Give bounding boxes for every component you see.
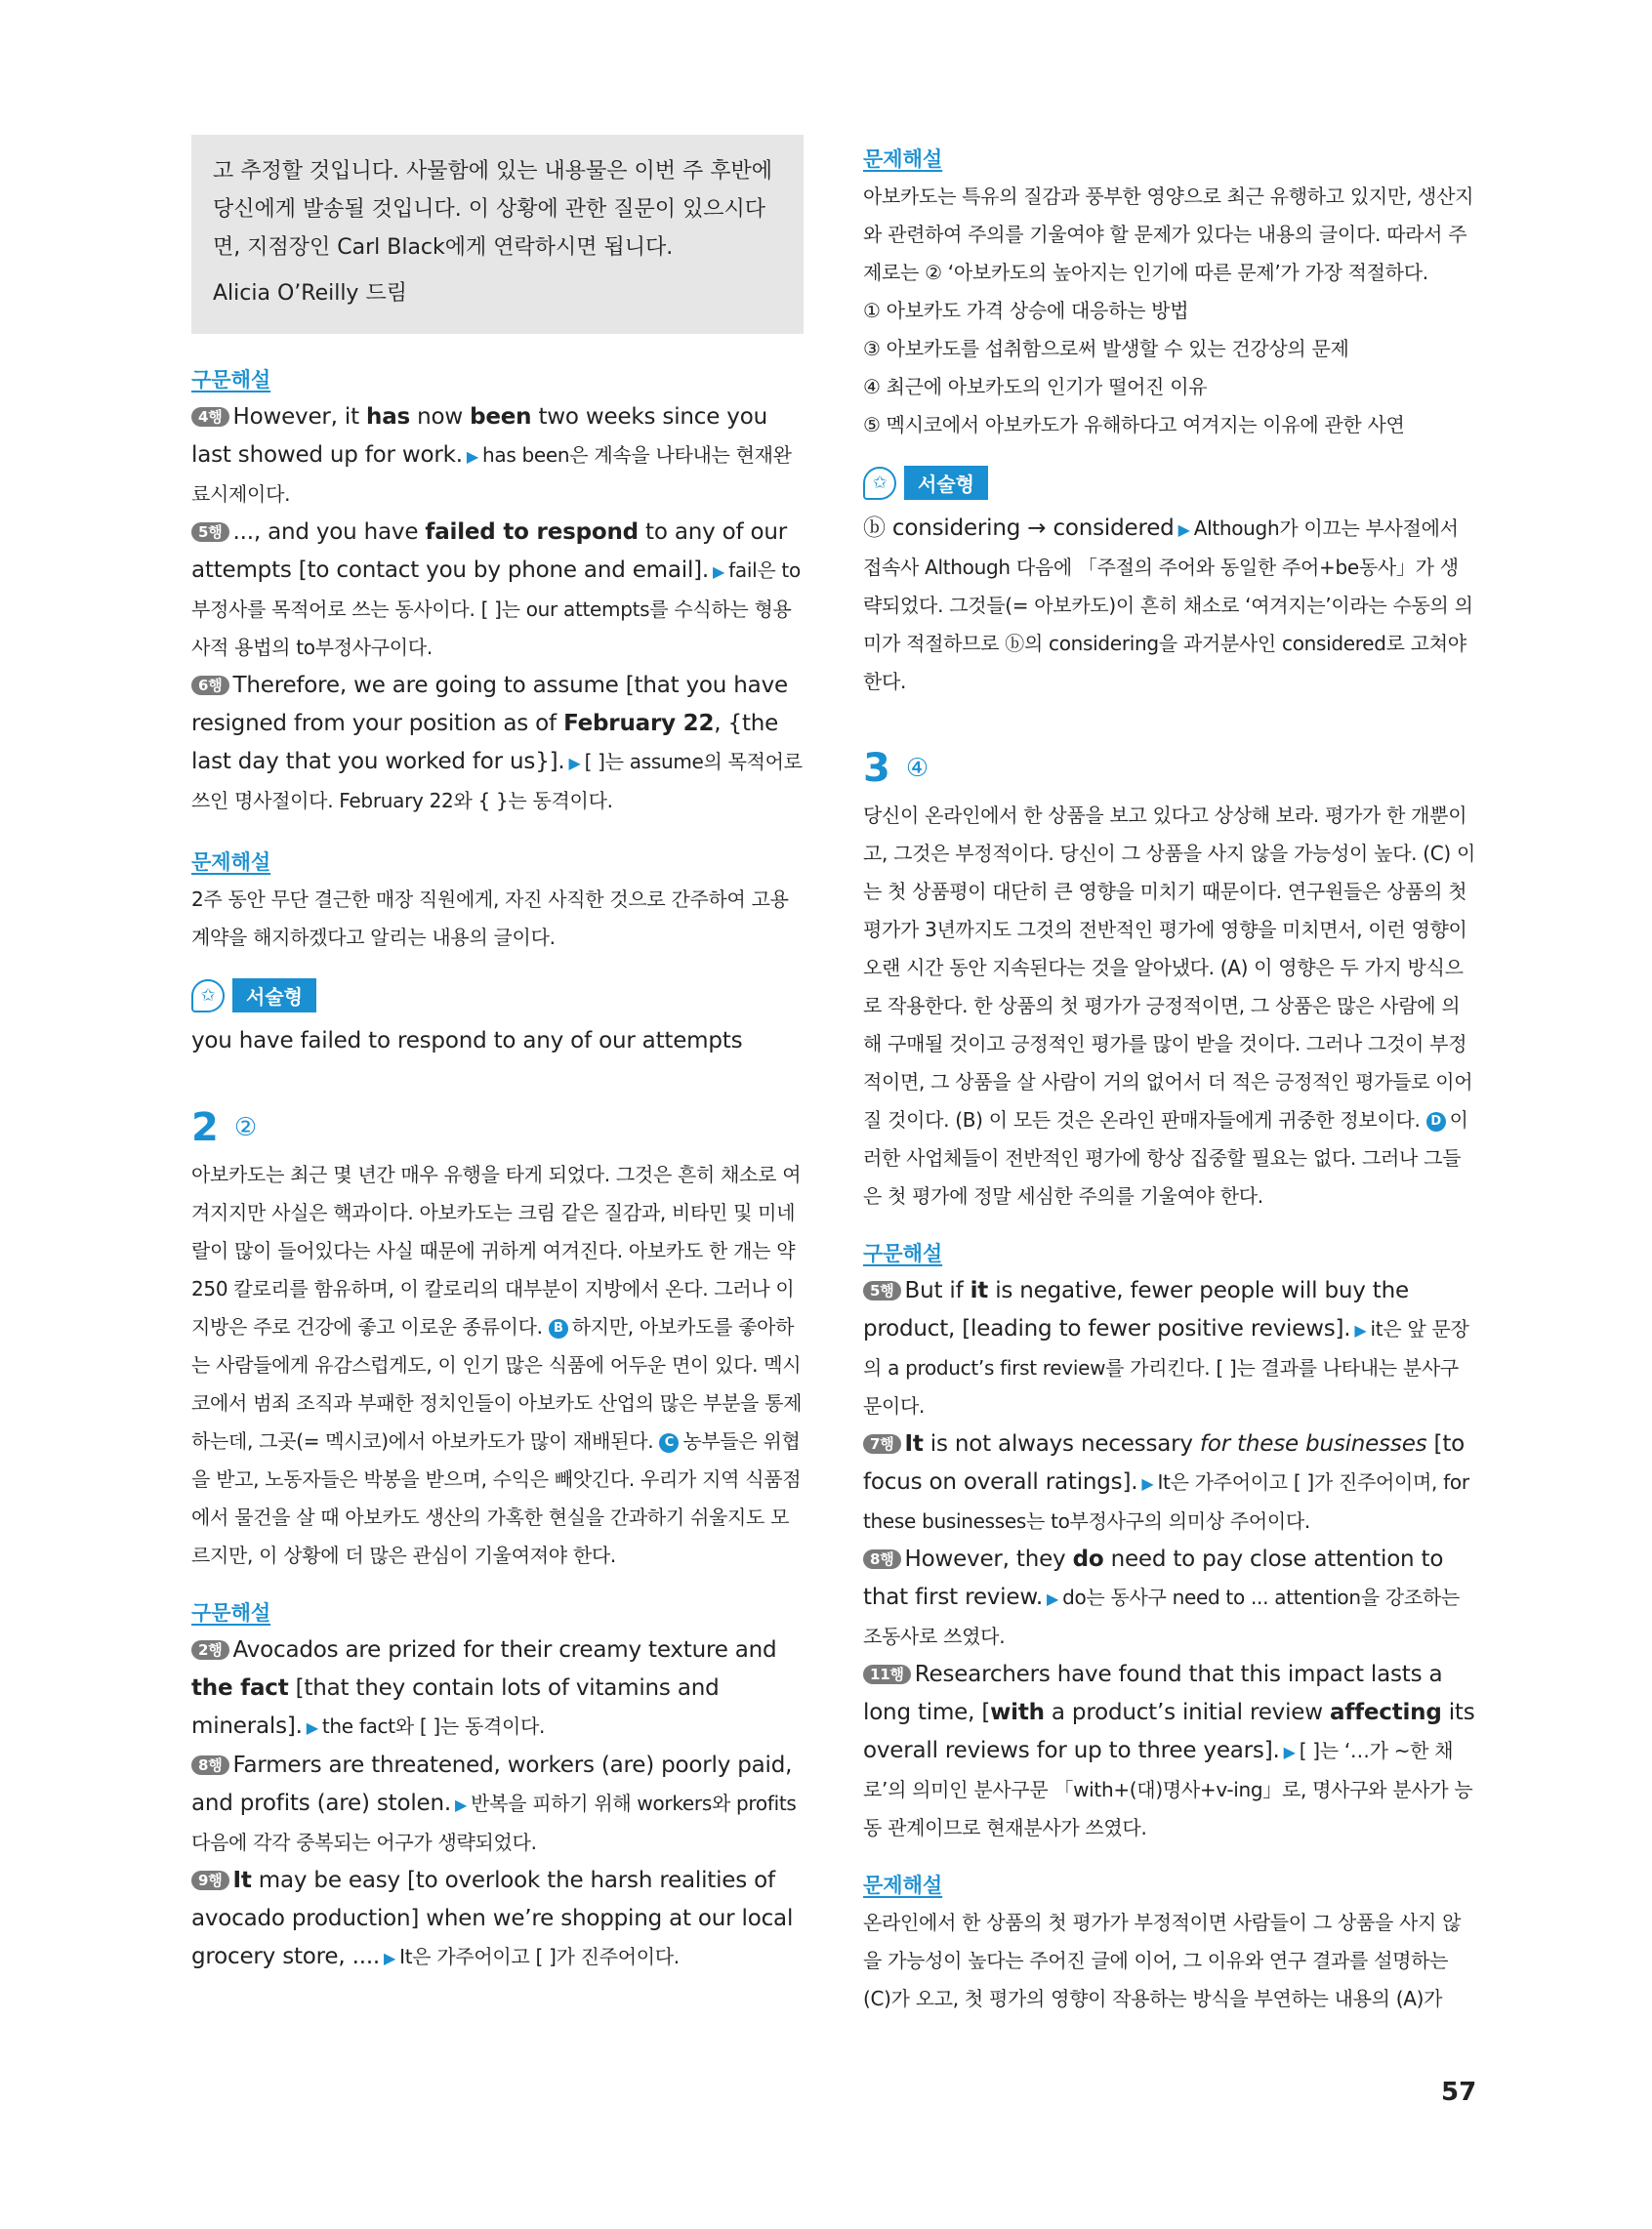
arrow-icon: ▶ — [384, 1949, 396, 1967]
arrow-icon: ▶ — [1283, 1743, 1296, 1761]
syntax-line-6: 6행 Therefore, we are going to assume [that you have resigned from your position as of February 22, {the last day that you worked for us}]. ▶ [ ]는 assume의 목적어로 쓰인 명사절이다. February 22와 { }는 동격이다. — [191, 673, 803, 812]
arrow-icon: ▶ — [306, 1718, 318, 1737]
solution-label: 문제해설 — [863, 147, 943, 171]
line-tag: 7행 — [863, 1434, 901, 1454]
arrow-icon: ▶ — [1177, 520, 1190, 539]
essay-label: 서술형 — [232, 978, 316, 1012]
line-tag: 9행 — [191, 1871, 229, 1890]
letter-signature: Alicia O’Reilly 드림 — [213, 281, 407, 306]
arrow-icon: ▶ — [1354, 1321, 1367, 1340]
line-tag: 6행 — [191, 676, 229, 695]
essay-answer: ⓑ considering → considered ▶ Although가 이끄는 부사절에서 접속사 Although 다음에 「주절의 주어와 동일한 주어+be동사」가 생략되었다. 그것들(= 아보카도)이 흔히 채소로 ‘여겨지는’이라는 수동의 의미가 적절하므로 ⓑ의 considering을 과거분사인 considered로 고쳐야 한다. — [863, 516, 1473, 693]
question-answer: ④ — [905, 754, 929, 783]
arrow-icon: ▶ — [713, 562, 725, 581]
marker-b-icon: B — [549, 1319, 568, 1339]
question-number: 2 — [191, 1105, 219, 1150]
syntax-line-7: 7행 It is not always necessary for these businesses [to focus on overall ratings]. ▶ It은 가주어이고 [ ]가 진주어이며, for these businesses는 to부정사구의 의미상 주어이다. — [863, 1431, 1469, 1533]
syntax-line-2: 2행 Avocados are prized for their creamy texture and the fact [that they contain lots of vitamins and minerals]. ▶ the fact와 [ ]는 동격이다. — [191, 1637, 777, 1739]
solution-text: 아보카도는 특유의 질감과 풍부한 영양으로 최근 유행하고 있지만, 생산지와 관련하여 주의를 기울여야 할 문제가 있다는 내용의 글이다. 따라서 주제로는 ② ‘아보카도의 높아지는 인기에 따른 문제’가 가장 적절하다. — [863, 185, 1474, 284]
arrow-icon: ▶ — [454, 1796, 468, 1814]
syntax-line-5: 5행 But if it is negative, fewer people will buy the product, [leading to fewer positive reviews]. ▶ it은 앞 문장의 a product’s first review를 가리킨다. [ ]는 결과를 나타내는 분사구문이다. — [863, 1278, 1469, 1418]
star-badge-icon: ✩ — [191, 979, 225, 1012]
syntax-line-9: 9행 It may be easy [to overlook the harsh realities of avocado production] when we’re shopping at our local grocery store, .... ▶ It은 가주어이고 [ ]가 진주어이다. — [191, 1868, 794, 1969]
question-2-translation: 아보카도는 최근 몇 년간 매우 유행을 타게 되었다. 그것은 흔히 채소로 여겨지지만 사실은 핵과이다. 아보카도는 크림 같은 질감과, 비타민 및 미네랄이 많이 들어있다는 사실 때문에 귀하게 여겨진다. 아보카도 한 개는 약 250 칼로리를 함유하며, 이 칼로리의 대부분이 지방에서 온다. 그러나 이 지방은 주로 건강에 좋고 이로운 종류이다. B 하지만, 아보카도를 좋아하는 사람들에게 유감스럽게도, 이 인기 많은 식품에 어두운 면이 있다. 멕시코에서 범죄 조직과 부패한 정치인들이 아보카도 산업의 많은 부분을 통제하는데, 그곳(= 멕시코)에서 아보카도가 많이 재배된다. C 농부들은 위협을 받고, 노동자들은 박봉을 받으며, 수익은 빼앗긴다. 우리가 지역 식품점에서 물건을 살 때 아보카도 생산의 가혹한 현실을 간과하기 쉬울지도 모르지만, 이 상황에 더 많은 관심이 기울여져야 한다. — [191, 1163, 803, 1567]
question-answer: ② — [233, 1113, 258, 1142]
syntax-line-4: 4행 However, it has now been two weeks since you last showed up for work. ▶ has been은 계속을 나타내는 현재완료시제이다. — [191, 404, 792, 506]
left-column — [191, 135, 804, 1977]
essay-header — [863, 466, 1475, 500]
syntax-line-11: 11행 Researchers have found that this impact lasts a long time, [with a product’s initial review affecting its overall reviews for up to three years]. ▶ [ ]는 ‘…가 ~한 채로’의 의미인 분사구문 「with+(대)명사+v-ing」로, 명사구와 분사가 능동 관계이므로 현재분사가 쓰였다. — [863, 1662, 1475, 1839]
option-3: ③ 아보카도를 섭취함으로써 발생할 수 있는 건강상의 문제 — [863, 337, 1349, 360]
arrow-icon: ▶ — [568, 754, 581, 772]
syntax-label: 구문해설 — [191, 368, 271, 392]
line-tag: 11행 — [863, 1665, 911, 1684]
syntax-label: 구문해설 — [863, 1242, 943, 1265]
line-tag: 5행 — [191, 522, 229, 542]
solution-text: 온라인에서 한 상품의 첫 평가가 부정적이면 사람들이 그 상품을 사지 않을 가능성이 높다는 주어진 글에 이어, 그 이유와 연구 결과를 설명하는 (C)가 오고, 첫 평가의 영향이 작용하는 방식을 부연하는 내용의 (A)가 — [863, 1911, 1462, 2010]
question-3-header — [863, 746, 1475, 791]
option-5: ⑤ 멕시코에서 아보카도가 유해하다고 여겨지는 이유에 관한 사연 — [863, 413, 1405, 436]
essay-label: 서술형 — [904, 466, 988, 500]
syntax-line-5: 5행 ..., and you have failed to respond to any of our attempts [to contact you by phone and email]. ▶ fail은 to부정사를 목적어로 쓰는 동사이다. [ ]는 our attempts를 수식하는 형용사적 용법의 to부정사구이다. — [191, 519, 801, 659]
line-tag: 4행 — [191, 407, 229, 427]
question-2-header — [191, 1105, 804, 1150]
option-4: ④ 최근에 아보카도의 인기가 떨어진 이유 — [863, 375, 1208, 398]
option-1: ① 아보카도 가격 상승에 대응하는 방법 — [863, 299, 1189, 322]
solution-label: 문제해설 — [863, 1874, 943, 1897]
letter-translation-text: 고 추정할 것입니다. 사물함에 있는 내용물은 이번 주 후반에 당신에게 발송될 것입니다. 이 상황에 관한 질문이 있으시다면, 지점장인 Carl Black에게 연락하시면 됩니다. — [213, 159, 772, 260]
solution-text: 2주 동안 무단 결근한 매장 직원에게, 자진 사직한 것으로 간주하여 고용 계약을 해지하겠다고 알리는 내용의 글이다. — [191, 887, 789, 949]
right-column — [863, 135, 1475, 2018]
line-tag: 8행 — [191, 1755, 229, 1775]
line-tag: 2행 — [191, 1640, 229, 1660]
page-number: 57 — [1441, 2078, 1477, 2107]
letter-translation-box — [191, 135, 804, 334]
line-tag: 5행 — [863, 1281, 901, 1300]
essay-header — [191, 978, 804, 1012]
line-tag: 8행 — [863, 1549, 901, 1569]
syntax-line-8: 8행 Farmers are threatened, workers (are) poorly paid, and profits (are) stolen. ▶ 반복을 피하기 위해 workers와 profits 다음에 각각 중복되는 어구가 생략되었다. — [191, 1753, 797, 1854]
star-badge-icon: ✩ — [863, 467, 896, 500]
solution-label: 문제해설 — [191, 850, 271, 874]
arrow-icon: ▶ — [1141, 1474, 1154, 1493]
syntax-label: 구문해설 — [191, 1601, 271, 1625]
syntax-line-8: 8행 However, they do need to pay close attention to that first review. ▶ do는 동사구 need to ... attention을 강조하는 조동사로 쓰였다. — [863, 1547, 1460, 1648]
essay-answer: you have failed to respond to any of our attempts — [191, 1028, 743, 1053]
marker-d-icon: D — [1426, 1112, 1446, 1132]
marker-c-icon: C — [659, 1433, 679, 1453]
question-number: 3 — [863, 746, 890, 791]
arrow-icon: ▶ — [466, 447, 479, 466]
arrow-icon: ▶ — [1046, 1589, 1059, 1608]
question-3-translation: 당신이 온라인에서 한 상품을 보고 있다고 상상해 보라. 평가가 한 개뿐이고, 그것은 부정적이다. 당신이 그 상품을 사지 않을 가능성이 높다. (C) 이는 첫 상품평이 대단히 큰 영향을 미치기 때문이다. 연구원들은 상품의 첫 평가가 3년까지도 그것의 전반적인 평가에 영향을 미치면서, 이런 영향이 오랜 시간 동안 지속된다는 것을 알아냈다. (A) 이 영향은 두 가지 방식으로 작용한다. 한 상품의 첫 평가가 긍정적이면, 그 상품은 많은 사람에 의해 구매될 것이고 긍정적인 평가를 많이 받을 것이다. 그러나 그것이 부정적이면, 그 상품을 살 사람이 거의 없어서 더 적은 긍정적인 평가들로 이어질 것이다. (B) 이 모든 것은 온라인 판매자들에게 귀중한 정보이다. D 이러한 사업체들이 전반적인 평가에 항상 집중할 필요는 없다. 그러나 그들은 첫 평가에 정말 세심한 주의를 기울여야 한다. — [863, 804, 1476, 1208]
